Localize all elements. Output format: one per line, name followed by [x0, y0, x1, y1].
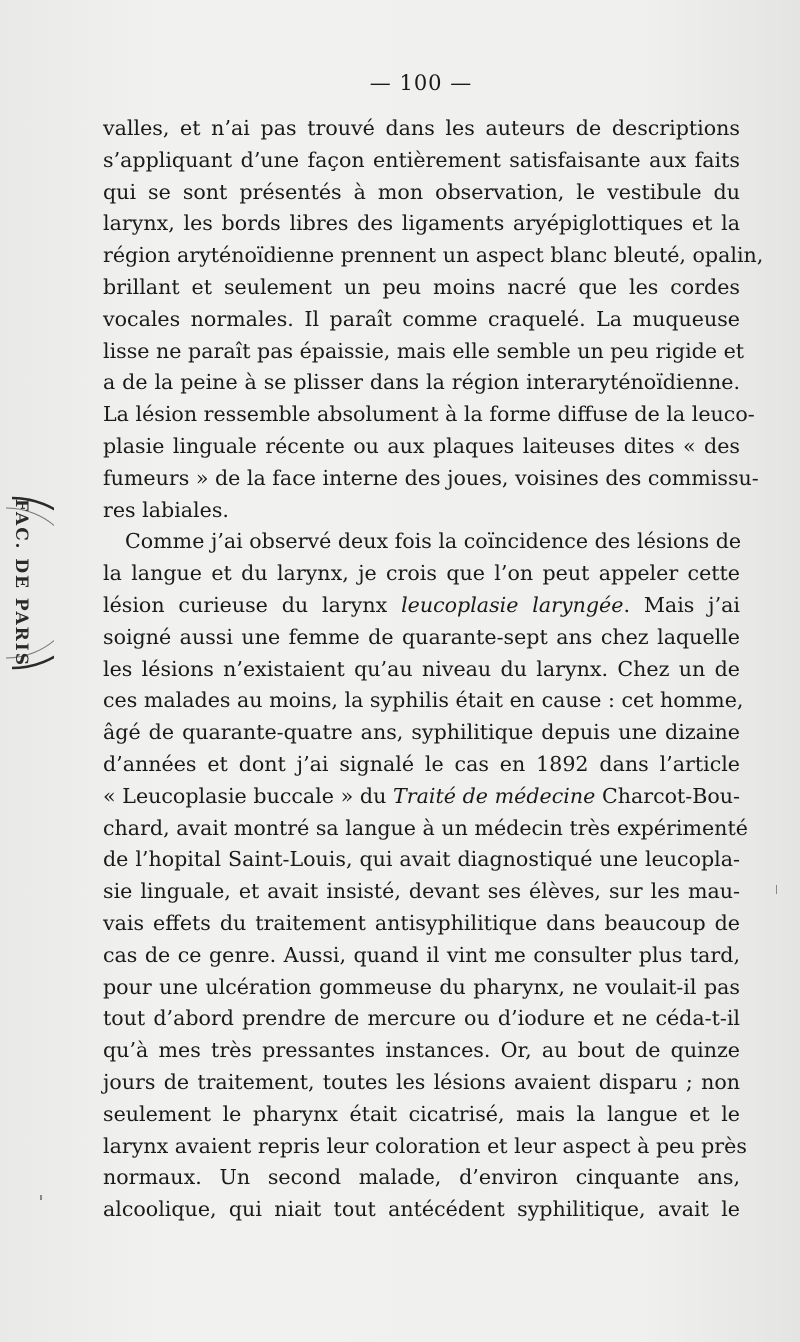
text-line: a de la peine à se plisser dans la région interaryténoïdienne. — [103, 370, 740, 395]
text-segment: Charcot-Bou- — [595, 783, 741, 808]
text-line: de l’hopital Saint-Louis, qui avait diagnostiqué une leucopla- — [103, 847, 740, 872]
italic-text: leucoplasie laryngée — [401, 592, 624, 617]
text-line: alcoolique, qui niait tout antécédent syphilitique, avait le — [103, 1197, 740, 1222]
text-line: La lésion ressemble absolument à la forme diffuse de la leuco- — [103, 402, 755, 427]
text-line — [103, 590, 740, 622]
text-segment: . Mais j’ai — [623, 592, 740, 617]
text-line: vais effets du traitement antisyphilitique dans beaucoup de — [103, 910, 740, 935]
text-line: région aryténoïdienne prennent un aspect blanc bleuté, opalin, — [103, 243, 764, 268]
text-line: ces malades au moins, la syphilis était en cause : cet homme, — [103, 688, 744, 713]
text-line: la langue et du larynx, je crois que l’on peut appeler cette — [103, 561, 740, 586]
text-line: lisse ne paraît pas épaissie, mais elle semble un peu rigide et — [103, 338, 745, 363]
ink-speck — [776, 885, 777, 894]
text-line: valles, et n’ai pas trouvé dans les auteurs de descriptions — [103, 116, 740, 140]
text-line: Comme j’ai observé deux fois la coïncidence des lésions de — [125, 529, 742, 554]
text-line: d’années et dont j’ai signalé le cas en 1892 dans l’article — [103, 751, 740, 776]
text-line — [103, 781, 740, 813]
text-line: qui se sont présentés à mon observation, le vestibule du — [103, 179, 740, 204]
text-line: sie linguale, et avait insisté, devant ses élèves, sur les mau- — [103, 879, 740, 904]
text-line: tout d’abord prendre de mercure ou d’iodure et ne céda-t-il — [103, 1006, 740, 1031]
text-line: s’appliquant d’une façon entièrement satisfaisante aux faits — [103, 147, 740, 172]
text-line: âgé de quarante-quatre ans, syphilitique depuis une dizaine — [103, 720, 740, 745]
text-line: larynx avaient repris leur coloration et leur aspect à peu près — [103, 1133, 747, 1158]
text-line: res labiales. — [103, 497, 229, 522]
text-line: seulement le pharynx était cicatrisé, mais la langue et le — [103, 1101, 740, 1126]
text-line: cas de ce genre. Aussi, quand il vint me consulter plus tard, — [103, 942, 740, 967]
text-line: les lésions n’existaient qu’au niveau du larynx. Chez un de — [103, 656, 740, 681]
text-line: chard, avait montré sa langue à un médecin très expérimenté — [103, 815, 748, 840]
page-number: — 100 — — [369, 71, 473, 95]
text-line: fumeurs » de la face interne des joues, voisines des commissu- — [103, 465, 759, 490]
text-segment: lésion curieuse du larynx — [103, 592, 402, 617]
text-line: pour une ulcération gommeuse du pharynx, ne voulait-il pas — [103, 974, 740, 999]
text-line: qu’à mes très pressantes instances. Or, au bout de quinze — [103, 1038, 740, 1063]
text-segment: « Leucoplasie buccale » du — [103, 783, 393, 808]
text-line: jours de traitement, toutes les lésions avaient disparu ; non — [103, 1069, 740, 1094]
text-line: vocales normales. Il paraît comme craquelé. La muqueuse — [103, 306, 740, 331]
stamp-text: FAC. DE PARIS — [11, 498, 31, 668]
ink-speck — [40, 1195, 42, 1200]
library-stamp — [0, 488, 54, 678]
italic-text: Traité de médecine — [393, 783, 596, 808]
svg-text:FAC. DE PARIS — [11, 499, 31, 667]
text-line: brillant et seulement un peu moins nacré que les cordes — [103, 274, 740, 299]
text-line: plasie linguale récente ou aux plaques laiteuses dites « des — [103, 433, 740, 458]
body-text — [103, 113, 764, 1226]
text-line: soigné aussi une femme de quarante-sept ans chez laquelle — [103, 624, 740, 649]
text-line: larynx, les bords libres des ligaments aryépiglottiques et la — [103, 211, 740, 236]
text-line: normaux. Un second malade, d’environ cinquante ans, — [103, 1165, 740, 1190]
